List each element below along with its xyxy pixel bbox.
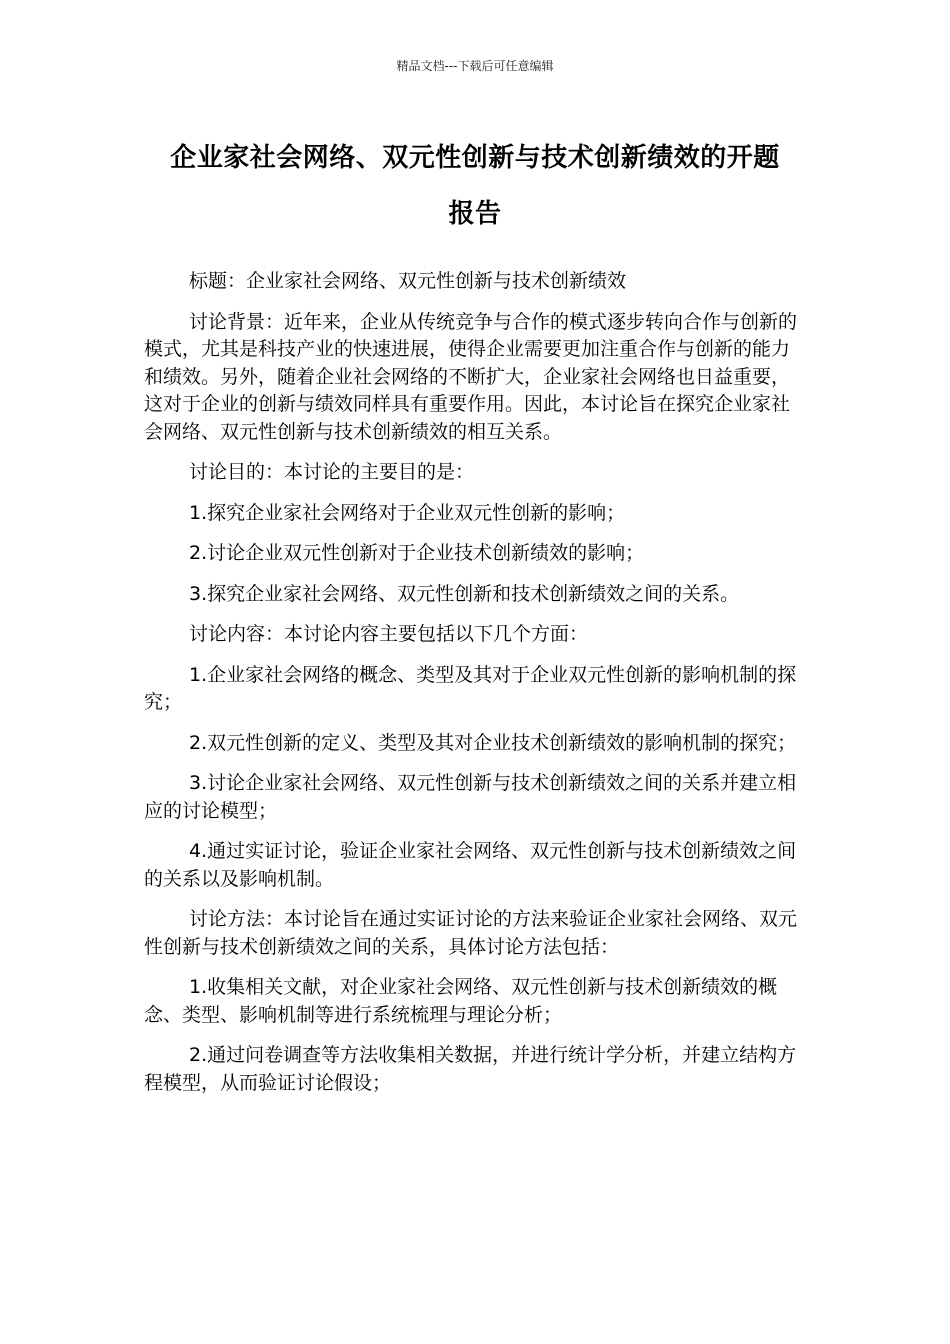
paragraph-method-heading: 讨论方法：本讨论旨在通过实证讨论的方法来验证企业家社会网络、双元性创新与技术创新绩效之间的关系，具体讨论方法包括： [144, 908, 798, 958]
document-body [144, 268, 806, 1110]
title-line-2: 报告 [448, 199, 502, 229]
method-item-1: 1.收集相关文献，对企业家社会网络、双元性创新与技术创新绩效的概念、类型、影响机制等进行系统梳理与理论分析； [144, 976, 778, 1026]
paragraph-background: 讨论背景：近年来，企业从传统竞争与合作的模式逐步转向合作与创新的模式，尤其是科技产业的快速进展，使得企业需要更加注重合作与创新的能力和绩效。另外，随着企业社会网络的不断扩大，企业家社会网络也日益重要，这对于企业的创新与绩效同样具有重要作用。因此，本讨论旨在探究企业家社会网络、双元性创新与技术创新绩效的相互关系。 [144, 310, 798, 443]
purpose-item-1: 1.探究企业家社会网络对于企业双元性创新的影响； [189, 501, 626, 524]
method-item-2: 2.通过问卷调查等方法收集相关数据，并进行统计学分析，并建立结构方程模型，从而验证讨论假设； [144, 1044, 797, 1094]
content-item-3: 3.讨论企业家社会网络、双元性创新与技术创新绩效之间的关系并建立相应的讨论模型； [144, 772, 797, 822]
header-note: 精品文档---下载后可任意编辑 [396, 59, 554, 73]
paragraph-title-statement: 标题：企业家社会网络、双元性创新与技术创新绩效 [189, 270, 627, 292]
content-item-2: 2.双元性创新的定义、类型及其对企业技术创新绩效的影响机制的探究； [189, 731, 797, 754]
purpose-item-2: 2.讨论企业双元性创新对于企业技术创新绩效的影响； [189, 542, 645, 564]
content-item-4: 4.通过实证讨论，验证企业家社会网络、双元性创新与技术创新绩效之间的关系以及影响机制。 [144, 840, 797, 890]
title-line-1: 企业家社会网络、双元性创新与技术创新绩效的开题 [170, 143, 780, 173]
content-item-1: 1.企业家社会网络的概念、类型及其对于企业双元性创新的影响机制的探究； [144, 663, 797, 713]
paragraph-purpose-heading: 讨论目的：本讨论的主要目的是： [189, 461, 475, 483]
purpose-item-3: 3.探究企业家社会网络、双元性创新和技术创新绩效之间的关系。 [189, 582, 740, 605]
document-title [130, 130, 820, 242]
paragraph-content-heading: 讨论内容：本讨论内容主要包括以下几个方面： [189, 623, 589, 645]
